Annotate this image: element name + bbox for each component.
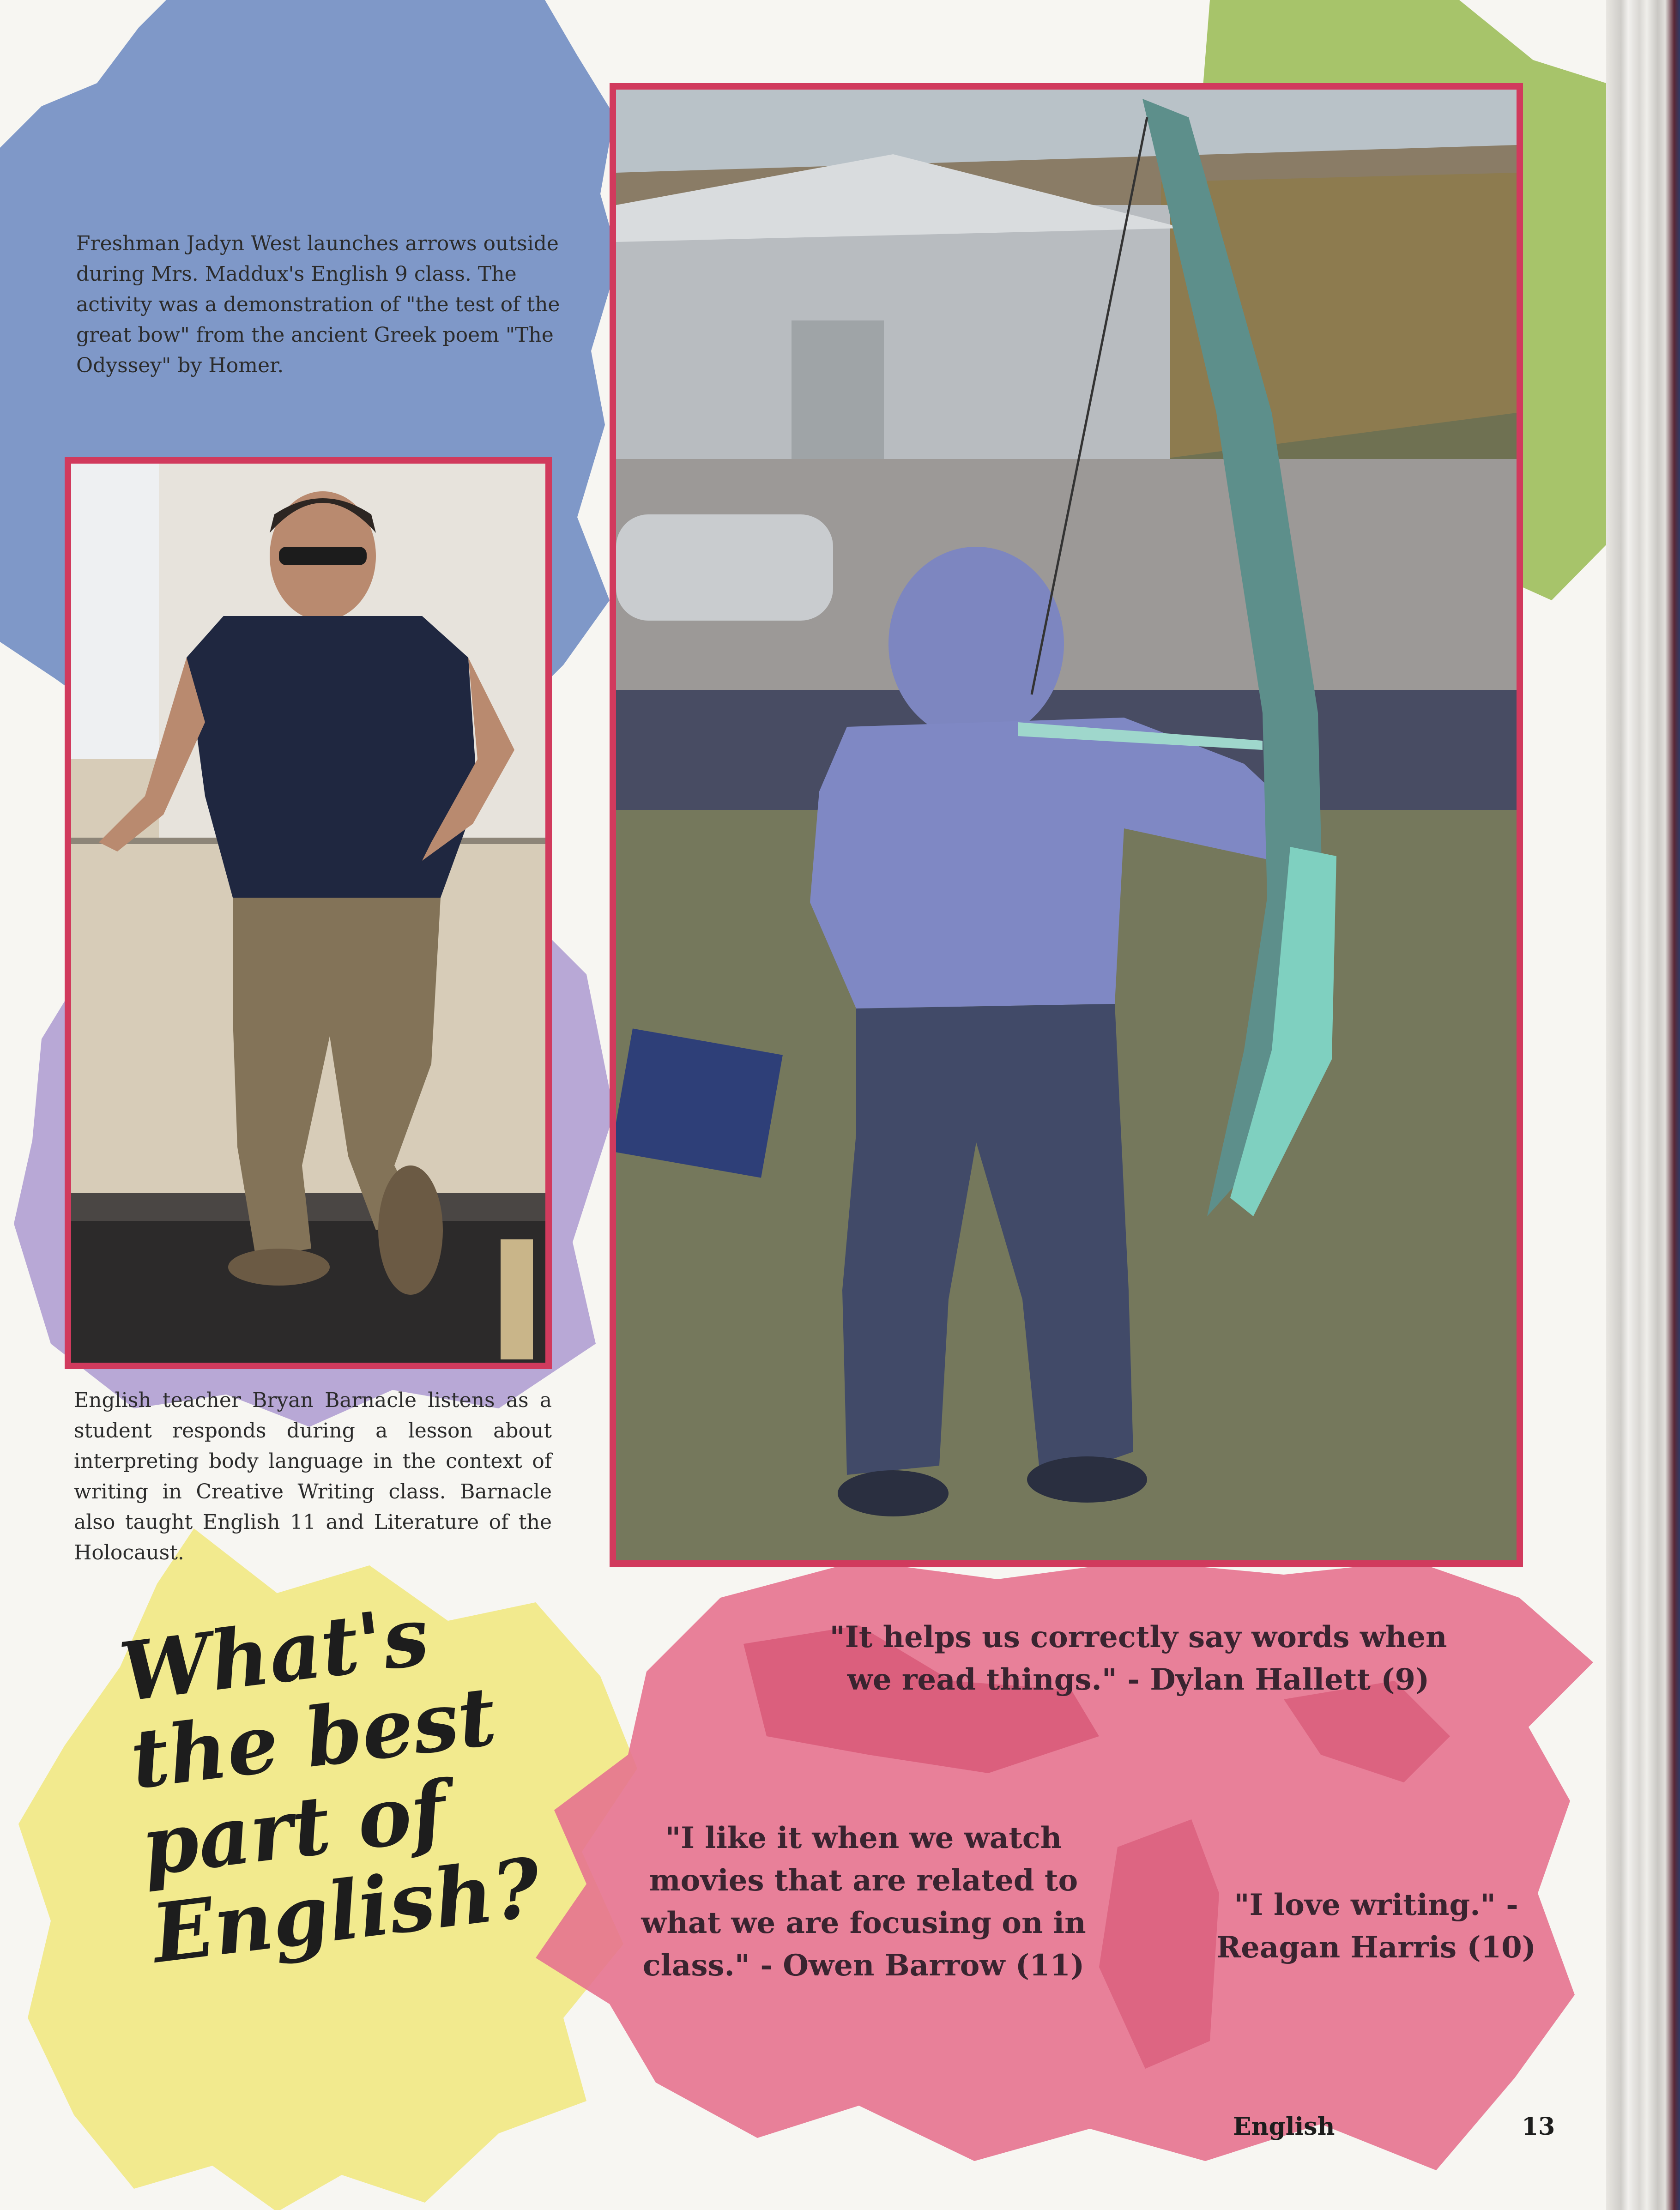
page-number: 13 — [1522, 2113, 1555, 2141]
headline-question: What's the best part of English? — [115, 1588, 546, 1982]
teacher-photo — [65, 457, 552, 1369]
teacher-photo-caption: English teacher Bryan Barnacle listens as a student responds during a lesson about interpreting body language in the context of writing in Creative Writing class. Barnacle also taught English 11 and Literature of the Holocaust. — [74, 1389, 552, 1564]
archer-photo-caption: Freshman Jadyn West launches arrows outside during Mrs. Maddux's English 9 class. The activity was a demonstration of "the test of the great bow" from the ancient Greek poem "The Odyssey" by Homer. — [76, 232, 560, 377]
quote-dylan-hallett: "It helps us correctly say words when we read things." - Dylan Hallett (9) — [829, 1620, 1447, 1697]
book-page-edge — [1606, 0, 1680, 2210]
section-label: English — [1233, 2113, 1335, 2141]
quote-reagan-harris: "I love writing." - Reagan Harris (10) — [1216, 1888, 1536, 1965]
archer-photo — [610, 83, 1523, 1567]
quote-owen-barrow: "I like it when we watch movies that are related to what we are focusing on in class." - Owen Barrow (11) — [641, 1821, 1086, 1983]
